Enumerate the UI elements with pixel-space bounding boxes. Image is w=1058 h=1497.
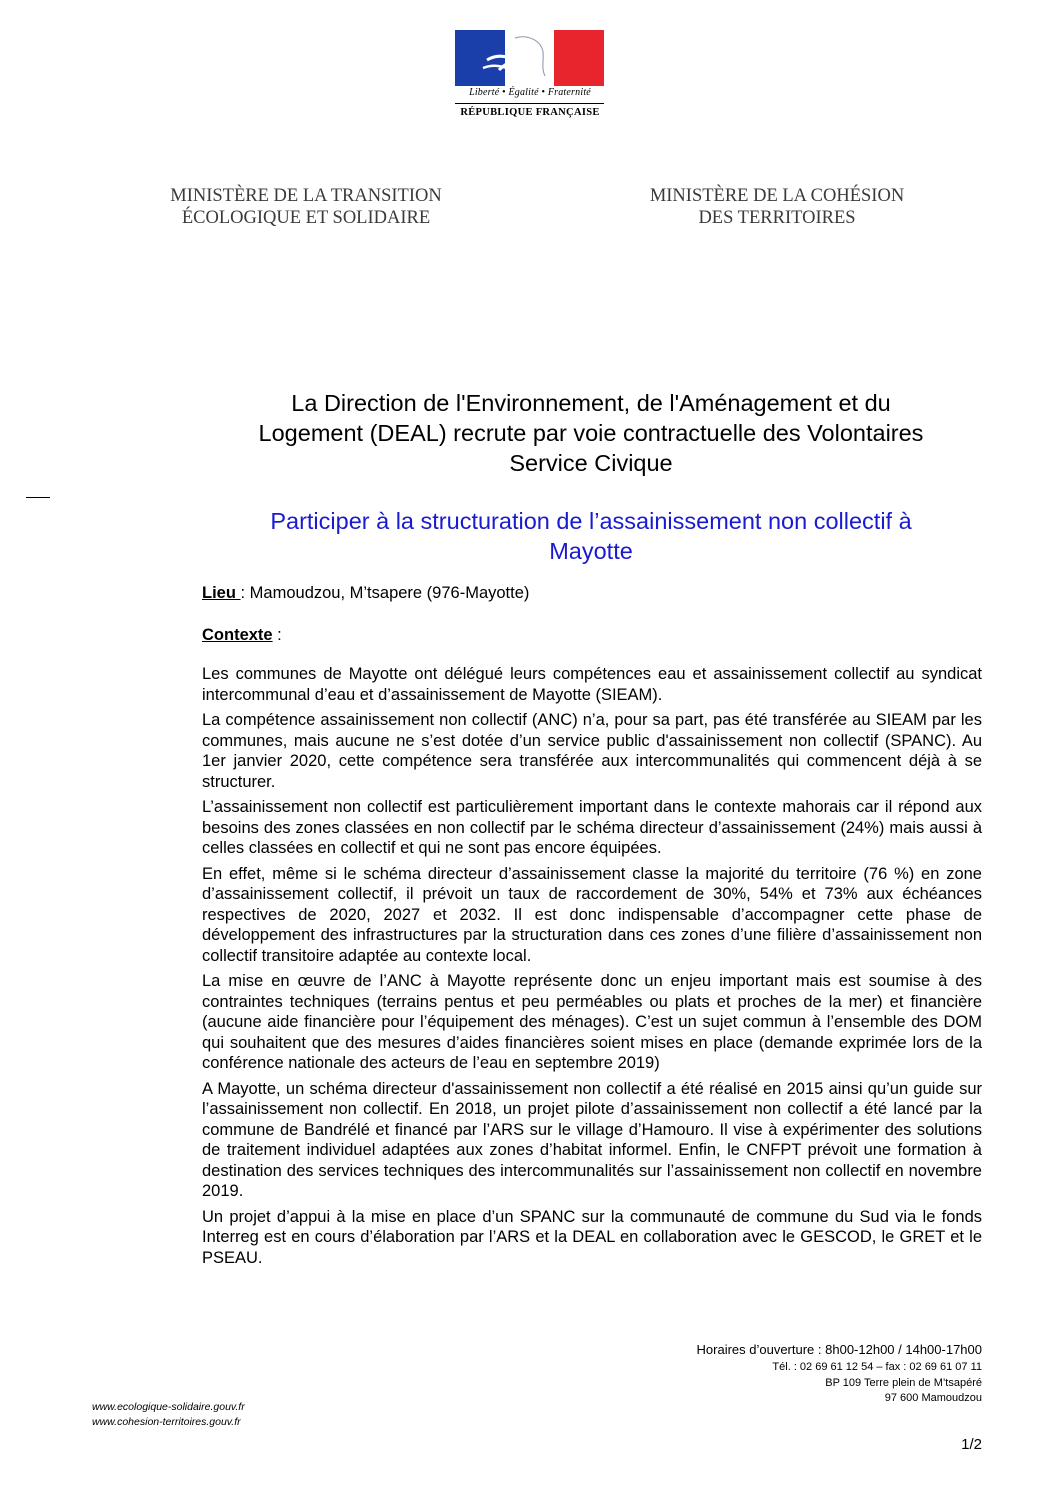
- paragraph: A Mayotte, un schéma directeur d'assainissement non collectif a été réalisé en 2015 ainsi qu’un guide sur l’assainissement non collectif. En 2018, un projet pilote d’assainissement non collectif a été lancé par la commune de Bandrélé et financé par l’ARS sur le village d’Hamouro. Il vise à expérimenter des solutions de traitement individuel adaptées aux zones d’habitat informel. Enfin, le CNFPT prévoit une formation à destination des services techniques des intercommunalités sur l’assainissement non collectif en novembre 2019.: [202, 1079, 982, 1200]
- location-field: [202, 583, 529, 603]
- page-number: 1/2: [961, 1436, 982, 1453]
- paragraph: Les communes de Mayotte ont délégué leurs compétences eau et assainissement collectif au syndicat intercommunal d’eau et d’assainissement de Mayotte (SIEAM).: [202, 665, 982, 704]
- postal-city: 97 600 Mamoudzou: [884, 1392, 982, 1404]
- page-title: [200, 388, 982, 478]
- ministry-left-line2: ÉCOLOGIQUE ET SOLIDAIRE: [181, 208, 431, 228]
- paragraph: La compétence assainissement non collectif (ANC) n’a, pour sa part, pas été transférée au SIEAM par les communes, mais aucune ne s’est dotée d’un service public d'assainissement non collectif (SPANC). Au 1er janvier 2020, cette compétence sera transférée aux intercommunalités qui commencent déjà à se structurer.: [202, 711, 982, 791]
- mission-title: [200, 506, 982, 566]
- title-line-2: Logement (DEAL) recrute par voie contractuelle des Volontaires: [258, 420, 924, 446]
- ministry-right-line1: MINISTÈRE DE LA COHÉSION: [649, 186, 905, 206]
- location-label: Lieu: [202, 584, 241, 602]
- ministry-right-line2: DES TERRITOIRES: [698, 208, 856, 228]
- context-heading: [202, 625, 282, 645]
- ministry-cohesion-territoires: [597, 185, 957, 229]
- title-line-1: La Direction de l'Environnement, de l'Aménagement et du: [291, 390, 891, 416]
- context-body: [202, 664, 982, 1273]
- contact-block: [697, 1340, 982, 1407]
- margin-mark: [26, 497, 50, 498]
- logo-divider: [455, 103, 604, 104]
- subtitle-line-1: Participer à la structuration de l’assainissement non collectif à: [270, 508, 912, 534]
- location-value: : Mamoudzou, M’tsapere (976-Mayotte): [240, 584, 530, 602]
- ministry-transition-ecologique: [126, 185, 486, 229]
- website-link[interactable]: www.cohesion-territoires.gouv.fr: [92, 1416, 241, 1428]
- paragraph: La mise en œuvre de l’ANC à Mayotte représente donc un enjeu important mais est soumise à des contraintes techniques (terrains pentus et peu perméables ou plats et proches de la mer) et financière (aucune aide financière pour l’équipement des ménages). C’est un sujet commun à l’ensemble des DOM qui souhaitent que des mesures d’aides financières soient mises en place (demande exprimée lors de la conférence nationale des acteurs de l’eau en septembre 2019): [202, 972, 982, 1072]
- phone-fax: Tél. : 02 69 61 12 54 – fax : 02 69 61 07 11: [772, 1361, 982, 1373]
- postal-address: BP 109 Terre plein de M’tsapéré: [825, 1376, 982, 1389]
- context-label: Contexte: [202, 626, 273, 644]
- paragraph: En effet, même si le schéma directeur d’assainissement classe la majorité du territoire (76 %) en zone d’assainissement collectif, il prévoit un taux de raccordement de 30%, 54% et 73% aux échéances respectives de 2020, 2027 et 2032. Il est donc indispensable d’accompagner cette phase de développement des infrastructures par la structuration dans ces zones d’une filière d’assainissement non collectif transitoire adaptée au contexte local.: [202, 864, 982, 965]
- republic-motto: Liberté • Égalité • Fraternité: [469, 87, 591, 98]
- opening-hours: Horaires d’ouverture : 8h00-12h00 / 14h00-17h00: [696, 1342, 982, 1357]
- ministry-left-line1: MINISTÈRE DE LA TRANSITION: [170, 186, 442, 206]
- marianne-flag-icon: [455, 30, 604, 86]
- title-line-3: Service Civique: [509, 450, 673, 476]
- republique-francaise-logo: [450, 28, 610, 123]
- paragraph: L’assainissement non collectif est particulièrement important dans le contexte mahorais car il répond aux besoins des zones classées en non collectif par le schéma directeur d’assainissement (24%) mais aussi à celles classées en collectif et qui ne sont pas encore équipées.: [202, 798, 982, 857]
- website-link[interactable]: www.ecologique-solidaire.gouv.fr: [92, 1401, 245, 1413]
- subtitle-line-2: Mayotte: [549, 538, 633, 564]
- context-colon: :: [272, 626, 282, 644]
- website-links: [92, 1400, 245, 1430]
- paragraph: Un projet d’appui à la mise en place d’un SPANC sur la communauté de commune du Sud via le fonds Interreg est en cours d’élaboration par l’ARS et la DEAL en collaboration avec le GESCOD, le GRET et le PSEAU.: [202, 1207, 982, 1267]
- republic-name: RÉPUBLIQUE FRANÇAISE: [460, 107, 600, 118]
